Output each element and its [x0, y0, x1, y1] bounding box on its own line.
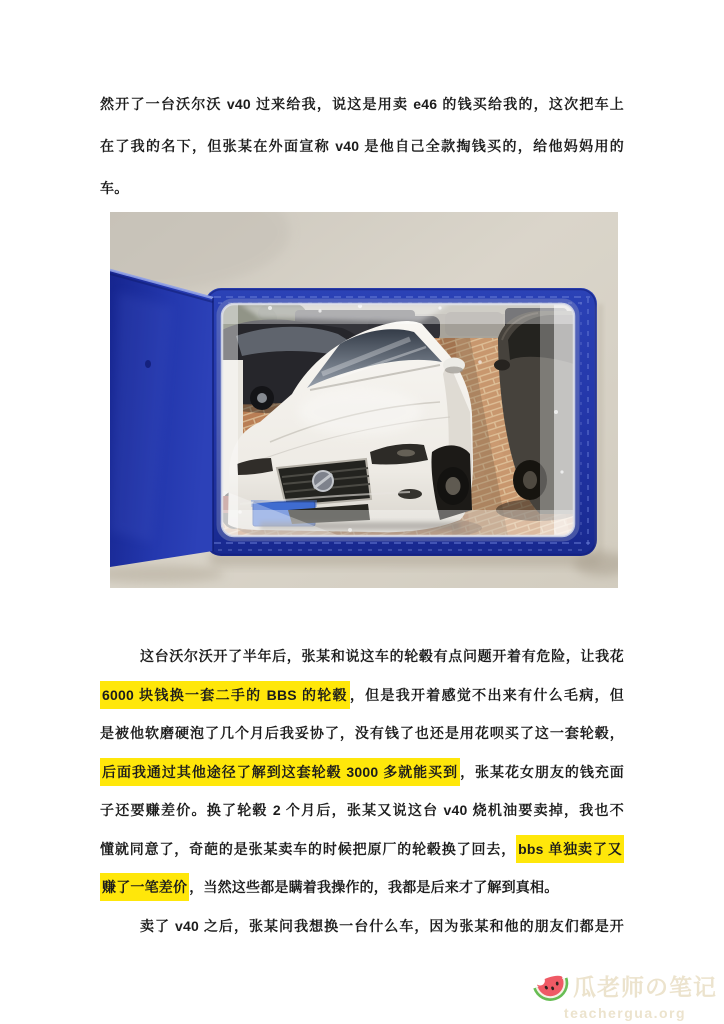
text-segment: ，张某花女朋友的钱充面	[460, 763, 624, 780]
text-segment: 在了我的名下，但张某在外面宣称 v40 是他自己全款掏钱买的，给他妈妈用的	[100, 138, 624, 154]
text-line	[100, 868, 624, 907]
car-photo	[110, 212, 618, 588]
text-line	[100, 830, 624, 869]
text-segment: 子还要赚差价。换了轮毂 2 个月后，张某又说这台 v40 烧机油要卖掉，我也不	[100, 802, 624, 818]
text-line	[100, 714, 624, 753]
text-segment: 车。	[100, 180, 129, 196]
highlighted-text: 后面我通过其他途径了解到这套轮毂 3000 多就能买到	[100, 758, 460, 786]
highlighted-text: 6000 块钱换一套二手的 BBS 的轮毂	[100, 681, 350, 709]
text-segment: 然开了一台沃尔沃 v40 过来给我，说这是用卖 e46 的钱买给我的，这次把车上	[100, 96, 624, 112]
folder-flap	[110, 270, 213, 567]
text-line	[100, 125, 624, 167]
watermelon-icon	[532, 966, 570, 1004]
text-segment: 这台沃尔沃开了半年后，张某和说这车的轮毂有点问题开着有危险，让我花	[140, 648, 624, 664]
text-segment: 是被他软磨硬泡了几个月后我妥协了，没有钱了也还是用花呗买了这一套轮毂，	[100, 725, 624, 741]
text-segment: ，当然这些都是瞒着我操作的，我都是后来才了解到真相。	[189, 879, 559, 895]
paragraph-2	[100, 637, 624, 945]
text-line	[100, 791, 624, 830]
text-line	[100, 907, 624, 946]
text-segment: ，但是我开着感觉不出来有什么毛病，但	[349, 686, 624, 703]
highlighted-text: bbs 单独卖了又	[516, 835, 624, 863]
watermark-title: 瓜老师の笔记	[573, 973, 717, 1000]
text-segment: 卖了 v40 之后，张某问我想换一台什么车，因为张某和他的朋友们都是开	[140, 917, 624, 934]
paragraph-1	[100, 83, 624, 209]
text-line	[100, 167, 624, 209]
watermark	[532, 966, 718, 1021]
text-line	[100, 83, 624, 125]
sleeve-edge-shadow	[597, 304, 603, 560]
watermark-url: teachergua.org	[563, 1005, 687, 1021]
photo-window	[213, 301, 580, 542]
highlighted-text: 赚了一笔差价	[100, 873, 189, 901]
car-photo-illustration	[110, 212, 618, 588]
text-line	[100, 753, 624, 792]
text-line	[100, 637, 624, 676]
text-line	[100, 676, 624, 715]
text-segment: 懂就同意了，奇葩的是张某卖车的时候把原厂的轮毂换了回去，	[100, 840, 517, 857]
watermark-row	[532, 966, 718, 1004]
